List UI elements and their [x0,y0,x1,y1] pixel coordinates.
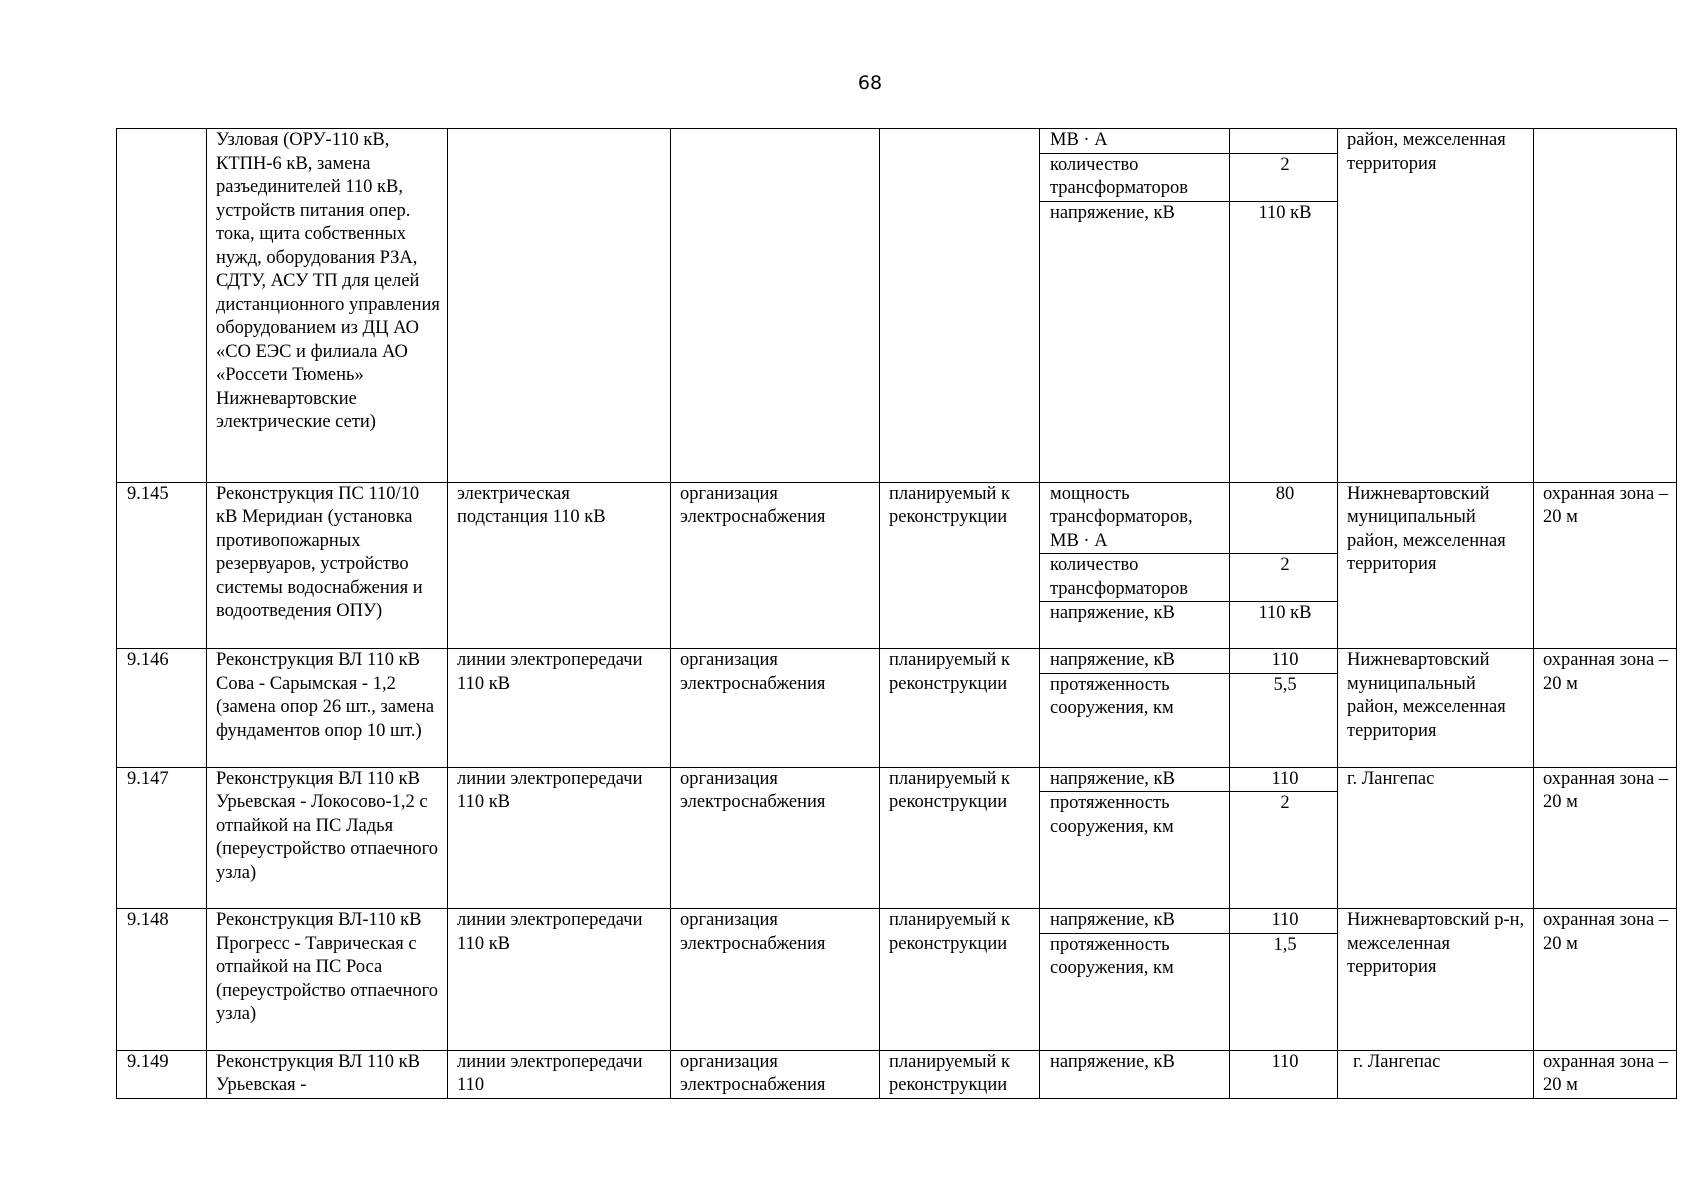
protection-zone: охранная зона – 20 м [1534,767,1677,909]
object-status: планируемый к реконструкции [880,1050,1040,1098]
protection-zone: охранная зона – 20 м [1534,1050,1677,1098]
characteristic-value: 110 [1230,649,1338,674]
row-number: 9.145 [117,482,207,649]
object-purpose: организация электроснабжения [671,767,880,909]
table-row [117,767,1677,792]
object-location: г. Лангепас [1338,767,1534,909]
object-name: Реконструкция ВЛ-110 кВ Прогресс - Таврическая с отпайкой на ПС Роса (переустройство отпаечного узла) [207,909,448,1051]
object-location: г. Лангепас [1338,1050,1534,1098]
protection-zone: охранная зона – 20 м [1534,909,1677,1051]
object-type [448,129,671,483]
objects-table [116,128,1677,1099]
characteristic-name: количество трансформаторов [1040,153,1230,201]
characteristic-value: 110 [1230,1050,1338,1098]
characteristic-value: 1,5 [1230,933,1338,1050]
object-type: линии электропередачи 110 кВ [448,767,671,909]
protection-zone [1534,129,1677,483]
characteristic-value: 110 кВ [1230,201,1338,482]
object-location: район, межселенная территория [1338,129,1534,483]
object-status: планируемый к реконструкции [880,649,1040,768]
characteristic-value: 110 кВ [1230,602,1338,649]
characteristic-value [1230,129,1338,154]
characteristic-name: напряжение, кВ [1040,1050,1230,1098]
characteristic-value: 110 [1230,767,1338,792]
characteristic-name: протяженность сооружения, км [1040,673,1230,767]
characteristic-name: напряжение, кВ [1040,649,1230,674]
row-number [117,129,207,483]
characteristic-value: 2 [1230,792,1338,909]
object-location: Нижневартовский муниципальный район, межселенная территория [1338,649,1534,768]
characteristic-name: протяженность сооружения, км [1040,933,1230,1050]
object-type: электрическая подстанция 110 кВ [448,482,671,649]
characteristic-name: напряжение, кВ [1040,602,1230,649]
object-location: Нижневартовский р-н, межселенная территория [1338,909,1534,1051]
object-purpose: организация электроснабжения [671,1050,880,1098]
characteristic-value: 5,5 [1230,673,1338,767]
characteristic-name: МВ · А [1040,129,1230,154]
page-number: 68 [857,72,883,94]
row-number: 9.146 [117,649,207,768]
characteristic-value: 2 [1230,554,1338,602]
protection-zone: охранная зона – 20 м [1534,482,1677,649]
object-name: Реконструкция ВЛ 110 кВ Урьевская - [207,1050,448,1098]
table-row [117,482,1677,554]
table-row [117,129,1677,154]
object-name: Реконструкция ВЛ 110 кВ Урьевская - Локосово-1,2 с отпайкой на ПС Ладья (переустройство отпаечного узла) [207,767,448,909]
characteristic-name: напряжение, кВ [1040,909,1230,934]
object-type: линии электропередачи 110 кВ [448,909,671,1051]
object-status [880,129,1040,483]
object-type: линии электропередачи 110 [448,1050,671,1098]
table-row [117,1050,1677,1098]
row-number: 9.148 [117,909,207,1051]
row-number: 9.149 [117,1050,207,1098]
object-purpose [671,129,880,483]
characteristic-value: 110 [1230,909,1338,934]
object-purpose: организация электроснабжения [671,482,880,649]
object-type: линии электропередачи 110 кВ [448,649,671,768]
characteristic-name: напряжение, кВ [1040,767,1230,792]
table-row [117,909,1677,934]
object-name: Реконструкция ВЛ 110 кВ Сова - Сарымская - 1,2 (замена опор 26 шт., замена фундаментов опор 10 шт.) [207,649,448,768]
object-status: планируемый к реконструкции [880,482,1040,649]
characteristic-name: напряжение, кВ [1040,201,1230,482]
protection-zone: охранная зона – 20 м [1534,649,1677,768]
characteristic-name: количество трансформаторов [1040,554,1230,602]
object-location: Нижневартовский муниципальный район, межселенная территория [1338,482,1534,649]
characteristic-name: мощность трансформаторов, МВ · А [1040,482,1230,554]
table-row [117,649,1677,674]
characteristic-value: 2 [1230,153,1338,201]
object-name: Реконструкция ПС 110/10 кВ Меридиан (установка противопожарных резервуаров, устройство системы водоснабжения и водоотведения ОПУ) [207,482,448,649]
characteristic-name: протяженность сооружения, км [1040,792,1230,909]
object-purpose: организация электроснабжения [671,649,880,768]
row-number: 9.147 [117,767,207,909]
object-purpose: организация электроснабжения [671,909,880,1051]
characteristic-value: 80 [1230,482,1338,554]
object-status: планируемый к реконструкции [880,767,1040,909]
object-status: планируемый к реконструкции [880,909,1040,1051]
object-name: Узловая (ОРУ-110 кВ, КТПН-6 кВ, замена разъединителей 110 кВ, устройств питания опер. тока, щита собственных нужд, оборудования РЗА, СДТУ, АСУ ТП для целей дистанционного управления оборудованием из ДЦ АО «СО ЕЭС и филиала АО «Россети Тюмень» Нижневартовские электрические сети) [207,129,448,483]
